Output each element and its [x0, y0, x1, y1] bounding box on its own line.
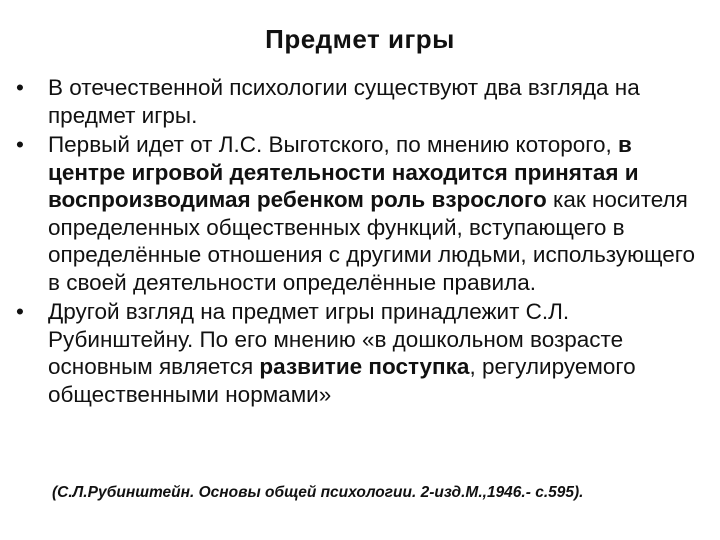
bullet-list: [14, 74, 706, 410]
bullet-2-text-end: как носителя определенных общественных функций, вступающего в определённые отношения с другими людьми, использующего в своей деятельности определённые правила.: [48, 187, 695, 295]
bullet-2-text-start: Первый идет от Л.С. Выготского, по мнению которого,: [48, 132, 618, 157]
bullet-dot-icon: •: [16, 299, 24, 324]
bullet-dot-icon: •: [16, 75, 24, 100]
bullet-3-text-end: , регулируемого общественными нормами»: [48, 354, 636, 407]
bullet-item-2: [14, 131, 706, 296]
bullet-1-text: В отечественной психологии существуют два взгляда на предмет игры.: [48, 75, 640, 128]
bullet-3-text-start: Другой взгляд на предмет игры принадлежит С.Л. Рубинштейну. По его мнению «в дошкольном возрасте основным является: [48, 299, 624, 379]
citation: (С.Л.Рубинштейн. Основы общей психологии. 2-изд.М.,1946.- с.595).: [52, 484, 584, 501]
bullet-item-3: [14, 298, 706, 408]
bullet-3-bold-text: развитие поступка: [259, 354, 470, 379]
bullet-item-1: [14, 74, 706, 129]
slide-title: Предмет игры: [265, 24, 455, 54]
bullet-2-bold-text: в центре игровой деятельности находится принятая и воспроизводимая ребенком роль взрослого: [48, 132, 639, 212]
bullet-dot-icon: •: [16, 132, 24, 157]
